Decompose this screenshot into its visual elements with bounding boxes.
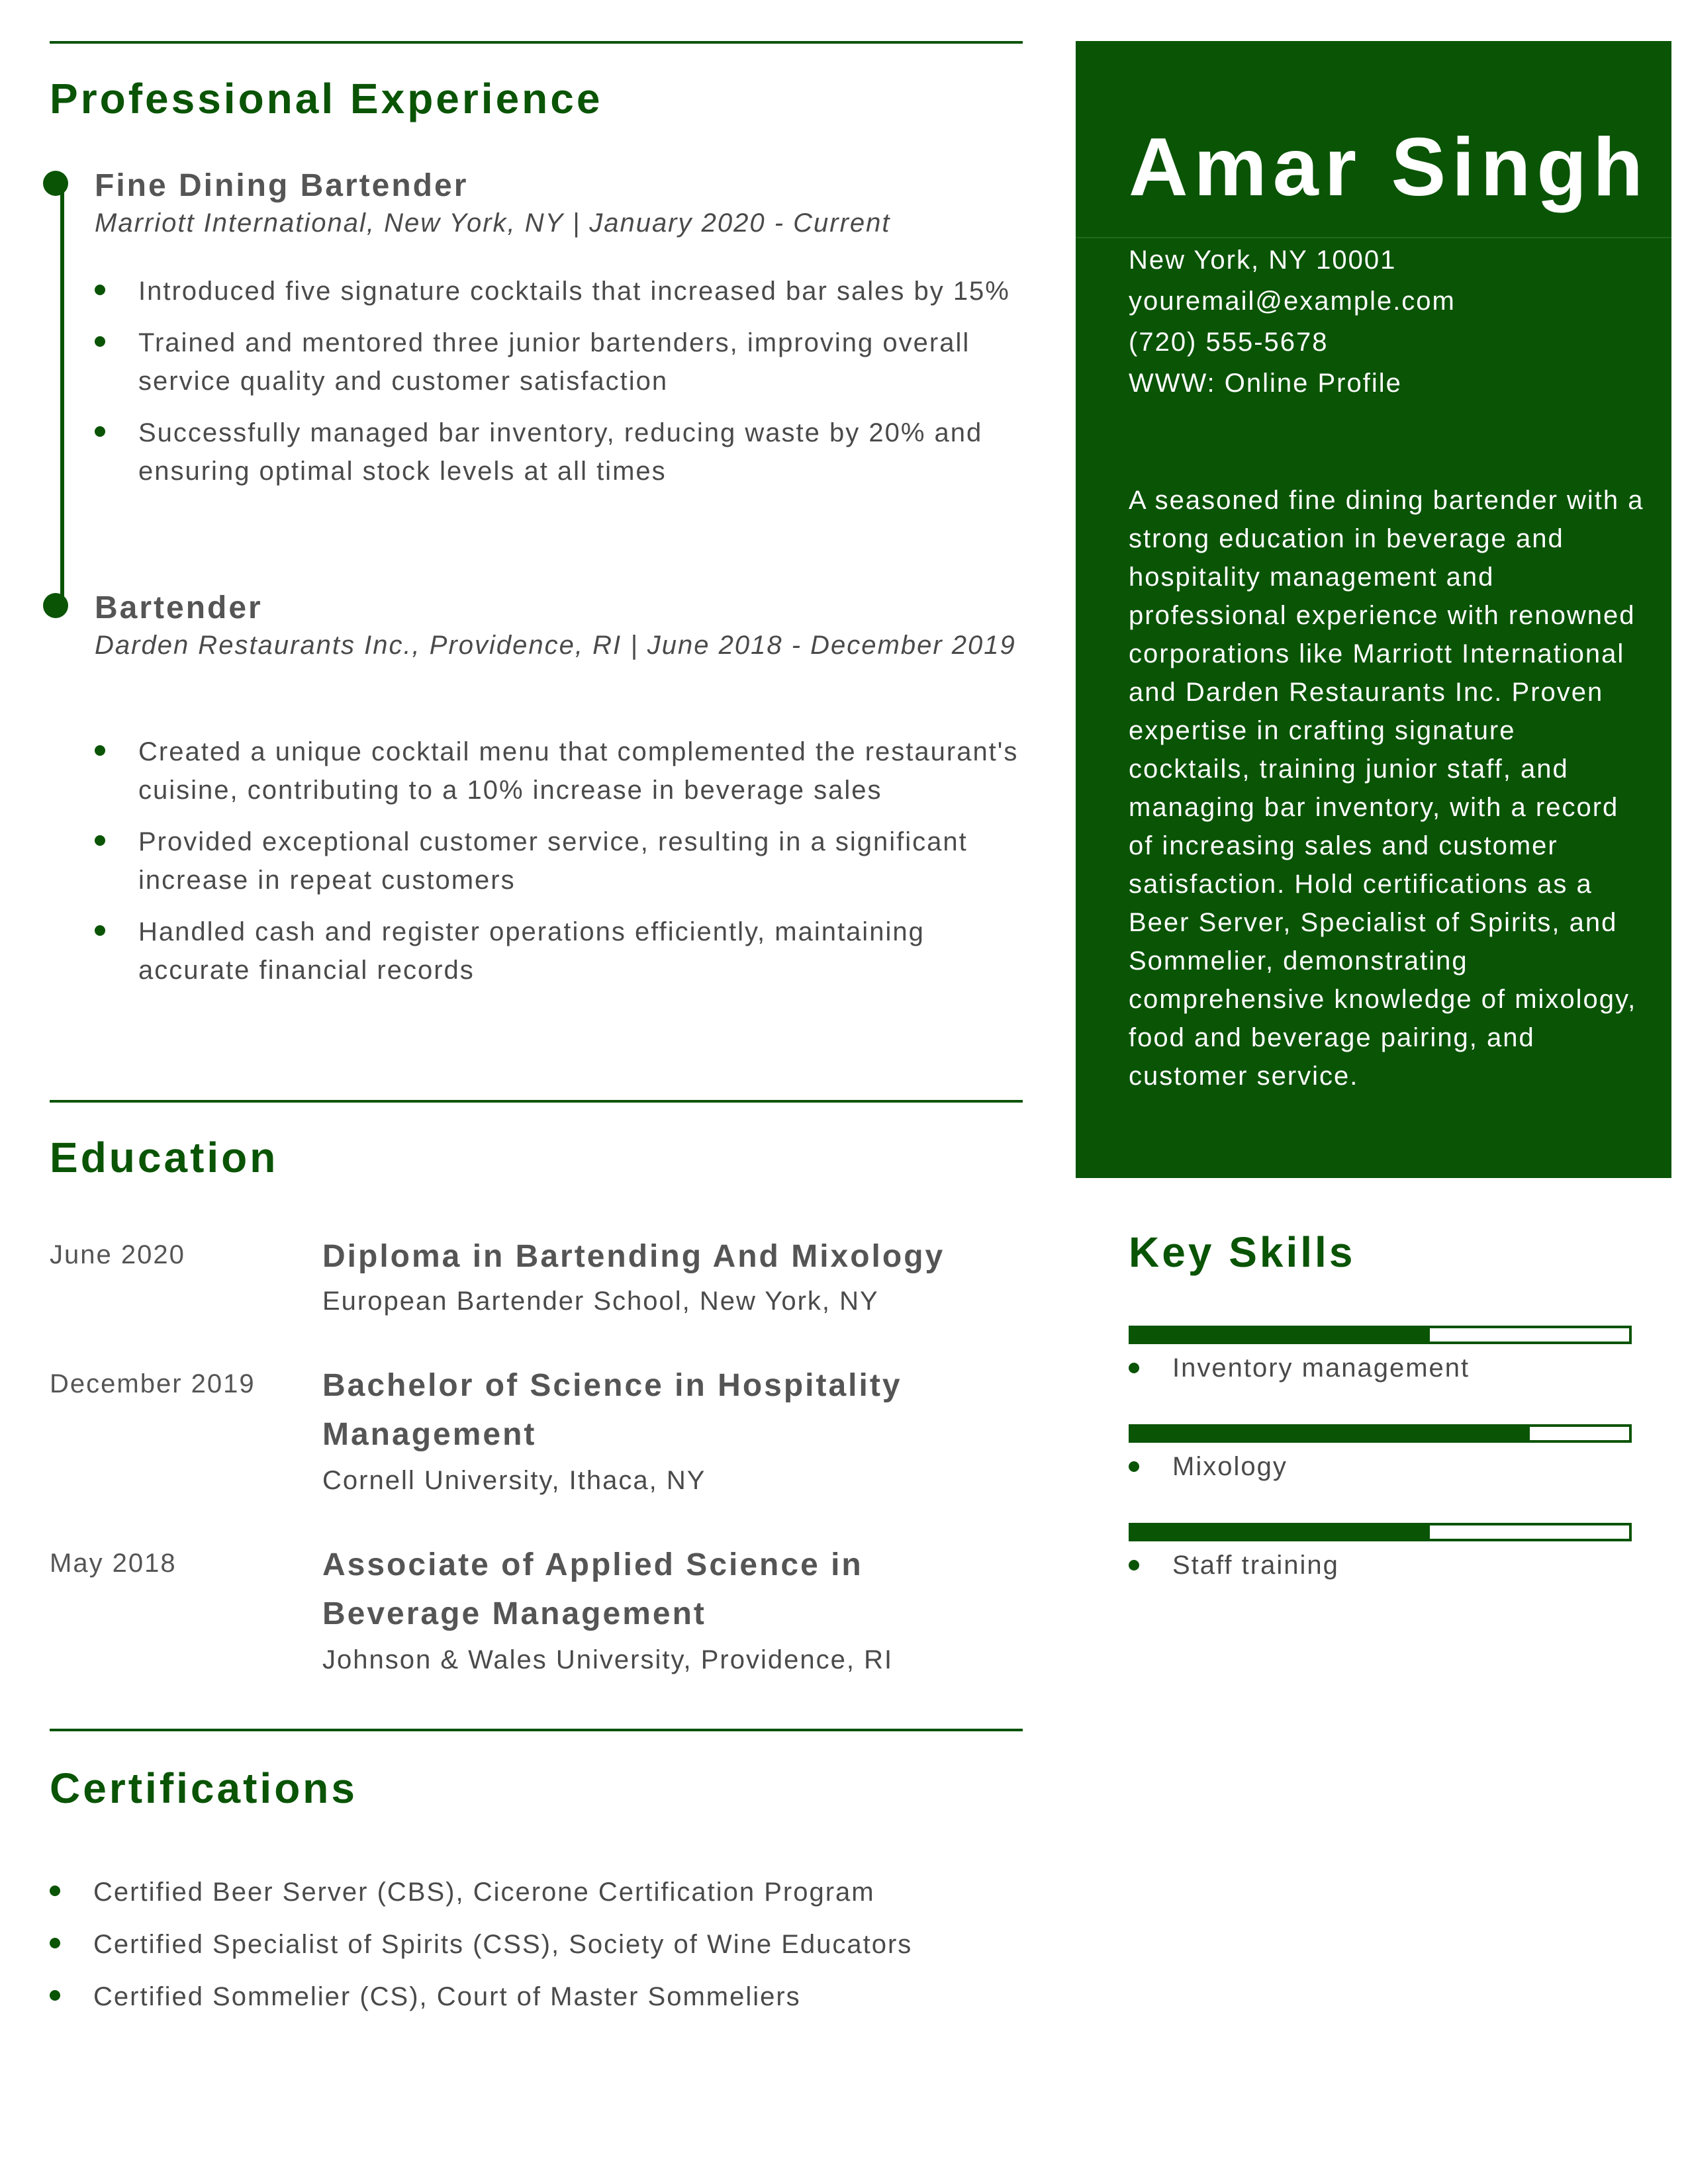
list-item — [50, 1925, 1023, 1964]
bullet-icon — [1129, 1560, 1139, 1570]
skill-label: Staff training — [1172, 1551, 1339, 1580]
bullet-text: Handled cash and register operations efficiently, maintaining accurate financial records — [138, 917, 925, 985]
certification-text: Certified Specialist of Spirits (CSS), Society of Wine Educators — [93, 1930, 913, 1959]
education-heading: Education — [50, 1134, 279, 1181]
section-divider — [50, 41, 1023, 44]
list-item — [95, 823, 1023, 899]
skill-level-fill — [1131, 1328, 1430, 1342]
list-item — [95, 414, 1023, 490]
education-date: May 2018 — [50, 1549, 177, 1578]
list-item — [95, 324, 1023, 400]
certifications-heading: Certifications — [50, 1764, 357, 1812]
education-date: June 2020 — [50, 1240, 185, 1269]
section-divider — [50, 1729, 1023, 1731]
bullet-icon — [1129, 1363, 1139, 1373]
skill-level-fill — [1131, 1427, 1530, 1440]
list-item — [95, 733, 1023, 809]
certifications-list — [50, 1873, 1023, 2030]
bullet-icon — [1129, 1461, 1139, 1472]
list-item — [95, 913, 1023, 989]
header-panel — [1076, 41, 1671, 1178]
bullet-icon — [50, 1990, 60, 2001]
contact-location: New York, NY 10001 — [1129, 246, 1397, 275]
education-degree: Diploma in Bartending And Mixology — [322, 1239, 945, 1274]
job-meta: Marriott International, New York, NY | January 2020 - Current — [95, 208, 891, 238]
bullet-text: Successfully managed bar inventory, reducing waste by 20% and ensuring optimal stock levels at all times — [138, 418, 983, 486]
job-title: Fine Dining Bartender — [95, 168, 469, 203]
professional-summary: A seasoned fine dining bartender with a strong education in beverage and hospitality management and professional experience with renowned corporations like Marriott International and Darden Restaurants Inc. Proven expertise in crafting signature cocktails, training junior staff, and managing bar inventory, with a record of increasing sales and customer satisfaction. Hold certifications as a Beer Server, Specialist of Spirits, and Sommelier, demonstrating comprehensive knowledge of mixology, food and beverage pairing, and customer service. — [1129, 486, 1644, 1091]
certification-text: Certified Beer Server (CBS), Cicerone Certification Program — [93, 1878, 875, 1907]
skill-level-fill — [1131, 1525, 1430, 1539]
contact-phone: (720) 555-5678 — [1129, 328, 1329, 357]
job-title: Bartender — [95, 590, 263, 625]
skill-level-bar — [1129, 1326, 1632, 1344]
skills-heading: Key Skills — [1129, 1228, 1356, 1276]
experience-heading: Professional Experience — [50, 75, 603, 122]
bullet-text: Trained and mentored three junior bartenders, improving overall service quality and customer satisfaction — [138, 328, 970, 396]
education-school: Johnson & Wales University, Providence, RI — [322, 1645, 894, 1674]
education-degree: Bachelor of Science in Hospitality Management — [322, 1368, 902, 1452]
name-divider — [1076, 237, 1671, 238]
experience-timeline-line — [60, 182, 64, 606]
skill-level-bar — [1129, 1523, 1632, 1541]
education-degree: Associate of Applied Science in Beverage Management — [322, 1547, 863, 1631]
bullet-icon — [50, 1886, 60, 1896]
candidate-name: Amar Singh — [1129, 122, 1649, 213]
education-date: December 2019 — [50, 1369, 256, 1398]
skill-label: Inventory management — [1172, 1353, 1470, 1383]
timeline-dot-icon — [43, 171, 68, 196]
bullet-text: Created a unique cocktail menu that complemented the restaurant's cuisine, contributing to a 10% increase in beverage sales — [138, 737, 1019, 805]
contact-email[interactable]: youremail@example.com — [1129, 287, 1456, 316]
education-school: Cornell University, Ithaca, NY — [322, 1466, 706, 1495]
list-item — [50, 1978, 1023, 2016]
bullet-icon — [95, 745, 105, 756]
bullet-icon — [95, 835, 105, 846]
timeline-dot-icon — [43, 593, 68, 618]
bullet-icon — [95, 925, 105, 936]
job-meta: Darden Restaurants Inc., Providence, RI | June 2018 - December 2019 — [95, 631, 1016, 660]
section-divider — [50, 1100, 1023, 1103]
bullet-text: Introduced five signature cocktails that increased bar sales by 15% — [138, 277, 1010, 306]
bullet-icon — [95, 336, 105, 347]
list-item — [50, 1873, 1023, 1911]
job-bullets — [95, 733, 1023, 1003]
bullet-icon — [50, 1938, 60, 1948]
skill-label: Mixology — [1172, 1452, 1288, 1481]
certification-text: Certified Sommelier (CS), Court of Master Sommeliers — [93, 1982, 801, 2011]
list-item — [95, 272, 1023, 310]
contact-website-link[interactable]: WWW: Online Profile — [1129, 369, 1402, 398]
contact-info — [1129, 240, 1658, 404]
skill-level-bar — [1129, 1424, 1632, 1443]
bullet-icon — [95, 426, 105, 437]
bullet-icon — [95, 285, 105, 295]
bullet-text: Provided exceptional customer service, resulting in a significant increase in repeat customers — [138, 827, 968, 895]
education-school: European Bartender School, New York, NY — [322, 1287, 879, 1316]
job-bullets — [95, 272, 1023, 504]
